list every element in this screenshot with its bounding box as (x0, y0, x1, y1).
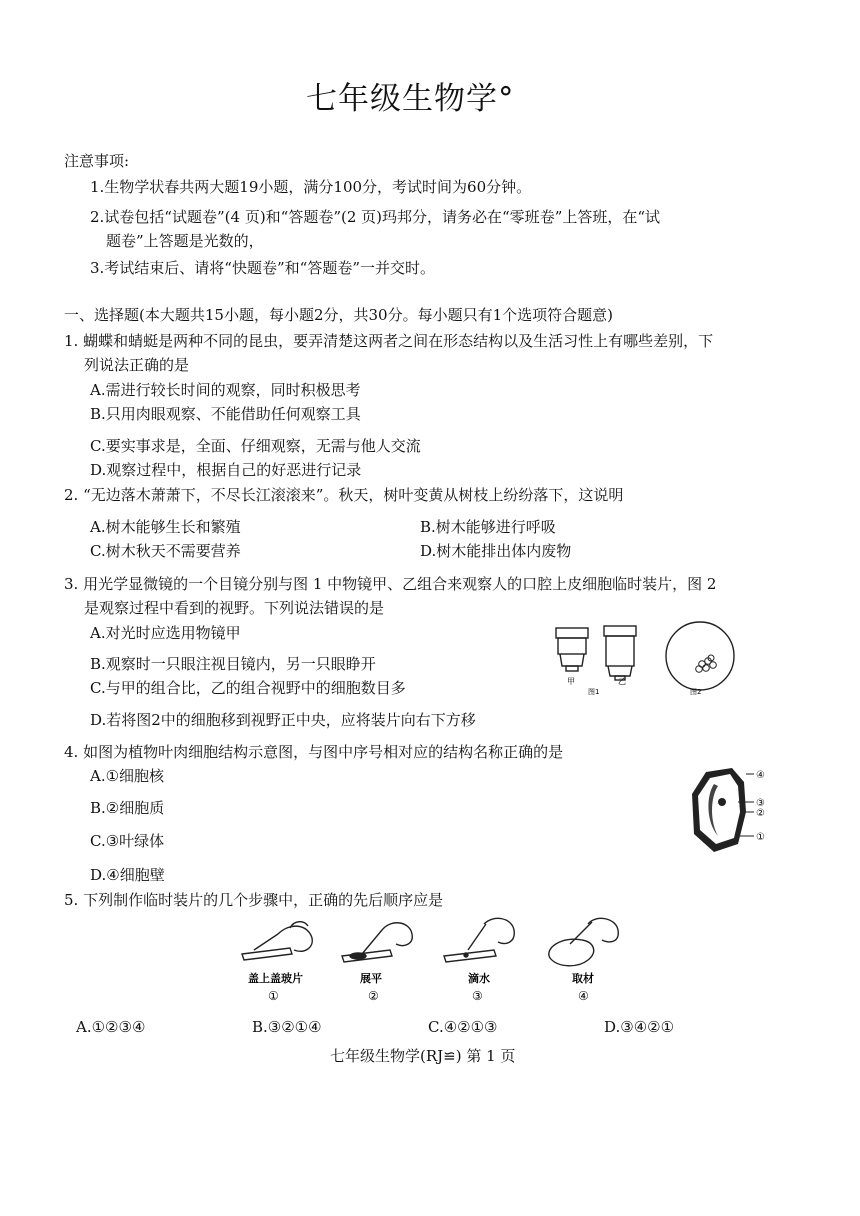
step-take-material-icon (549, 918, 618, 965)
q2-option-a: A.树木能够生长和繁殖 (90, 518, 241, 536)
q4-figure (688, 764, 778, 856)
step-2-num: ② (368, 989, 379, 1003)
step-drop-water-icon (444, 918, 514, 962)
q5-option-a: A.①②③④ (76, 1018, 146, 1036)
section-heading: 一、选择题(本大题共15小题，每小题2分，共30分。每小题只有1个选项符合题意) (64, 306, 613, 324)
notice-item-1: 1.生物学状春共两大题19小题，满分100分，考试时间为60分钟。 (90, 178, 532, 196)
objective-jia-icon (556, 628, 588, 671)
q5-option-b: B.③②①④ (252, 1018, 322, 1036)
q3-figure (548, 620, 748, 700)
q5-figure (232, 914, 632, 1012)
q4-option-c: C.③叶绿体 (90, 832, 165, 850)
q3-stem-line-1: 3. 用光学显微镜的一个目镜分别与图 1 中物镜甲、乙组合来观察人的口腔上皮细胞临时装片，图 2 (64, 575, 717, 593)
q5-stem: 5. 下列制作临时装片的几个步骤中，正确的先后顺序应是 (64, 891, 444, 909)
q3-option-d: D.若将图2中的细胞移到视野正中央，应将装片向右下方移 (90, 711, 476, 729)
fig-label-yi: 乙 (618, 677, 626, 686)
q2-option-c: C.树木秋天不需要营养 (90, 542, 241, 560)
notice-item-2-cont: 题卷”上答题是光数的， (106, 232, 264, 250)
q1-stem-line-2: 列说法正确的是 (84, 356, 190, 374)
notice-heading: 注意事项: (64, 152, 130, 170)
q5-option-d: D.③④②① (604, 1018, 675, 1036)
q4-option-d: D.④细胞壁 (90, 866, 165, 884)
q1-option-d: D.观察过程中，根据自己的好恶进行记录 (90, 461, 362, 479)
step-2-label: 展平 (360, 972, 382, 985)
q1-option-a: A.需进行较长时间的观察，同时积极思考 (90, 381, 361, 399)
fig-label-1: 图1 (588, 688, 600, 696)
q1-option-b: B.只用肉眼观察、不能借助任何观察工具 (90, 405, 361, 423)
step-cover-slip-icon (242, 922, 312, 960)
q3-option-a: A.对光时应选用物镜甲 (90, 624, 241, 642)
page-footer: 七年级生物学(RJ≌) 第 1 页 (330, 1047, 516, 1065)
step-1-label: 盖上盖玻片 (248, 972, 303, 985)
step-3-label: 滴水 (468, 972, 490, 985)
field-of-view-icon (666, 622, 734, 690)
q4-option-b: B.②细胞质 (90, 799, 165, 817)
step-4-num: ④ (578, 989, 589, 1003)
q1-option-c: C.要实事求是，全面、仔细观察，无需与他人交流 (90, 437, 421, 455)
cell-label-1: ① (756, 832, 765, 843)
step-1-num: ① (268, 989, 279, 1003)
q2-option-b: B.树木能够进行呼吸 (420, 518, 556, 536)
q4-option-a: A.①细胞核 (90, 767, 165, 785)
objective-yi-icon (604, 626, 636, 680)
cell-label-2: ② (756, 808, 765, 819)
q3-stem-line-2: 是观察过程中看到的视野。下列说法错误的是 (84, 599, 385, 617)
q4-stem: 4. 如图为植物叶肉细胞结构示意图，与图中序号相对应的结构名称正确的是 (64, 743, 564, 761)
fig-label-jia: 甲 (567, 677, 575, 686)
cell-label-3: ③ (756, 798, 765, 809)
page-title: 七年级生物学° (306, 81, 515, 117)
q1-stem-line-1: 1. 蝴蝶和蜻蜓是两种不同的昆虫，要弄清楚这两者之间在形态结构以及生活习性上有哪些差别，下 (64, 332, 714, 350)
plant-cell-icon (692, 768, 754, 852)
q5-option-c: C.④②①③ (428, 1018, 498, 1036)
cell-label-4: ④ (756, 770, 765, 781)
q3-option-b: B.观察时一只眼注视目镜内，另一只眼睁开 (90, 655, 376, 673)
fig-label-2: 图2 (690, 688, 702, 696)
notice-item-2: 2.试卷包括“试题卷”(4 页)和“答题卷”(2 页)玛邦分，请务必在“零班卷”上答班，在“试 (90, 208, 661, 226)
step-spread-icon (342, 923, 412, 962)
q2-stem: 2. “无边落木萧萧下，不尽长江滚滚来”。秋天，树叶变黄从树枝上纷纷落下，这说明 (64, 486, 624, 504)
notice-item-3: 3.考试结束后、请将“快题卷”和“答题卷”一并交时。 (90, 259, 435, 277)
q2-option-d: D.树木能排出体内废物 (420, 542, 572, 560)
step-4-label: 取材 (572, 972, 594, 985)
q3-option-c: C.与甲的组合比，乙的组合视野中的细胞数目多 (90, 679, 406, 697)
step-3-num: ③ (472, 989, 483, 1003)
